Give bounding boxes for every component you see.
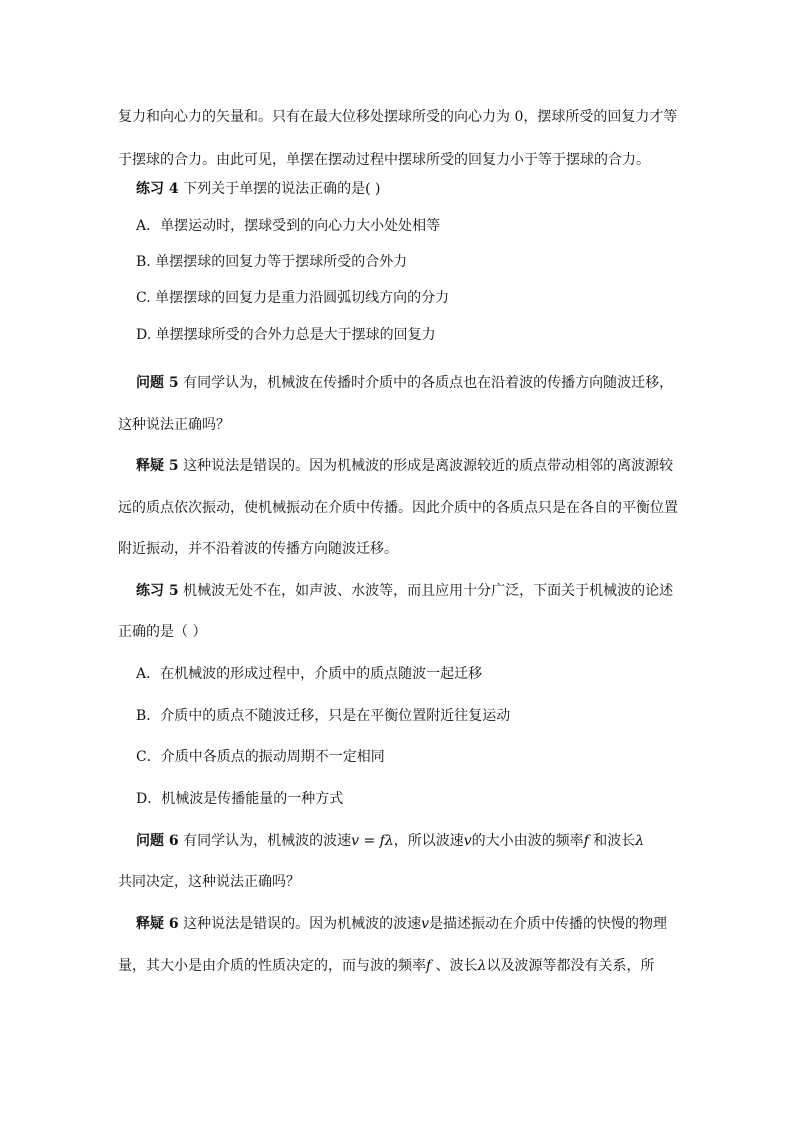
answer-text: 、波长 bbox=[431, 958, 478, 974]
paragraph-line: 复力和向心力的矢量和。只有在最大位移处摆球所受的向心力为 0，摆球所受的回复力才等 bbox=[118, 109, 678, 125]
math-symbol: f bbox=[426, 958, 432, 974]
exercise-4-option-c: C. 单摆摆球的回复力是重力沿圆弧切线方向的分力 bbox=[136, 290, 450, 306]
question-label: 问题 6 bbox=[136, 833, 179, 849]
answer-5 bbox=[136, 457, 673, 475]
question-label: 问题 5 bbox=[136, 375, 179, 391]
answer-6-cont bbox=[118, 957, 655, 975]
answer-text: 这种说法是错误的。因为机械波的形成是离波源较近的质点带动相邻的离波源较 bbox=[178, 458, 674, 474]
exercise-5-stem bbox=[136, 582, 673, 600]
exercise-4-option-a: A．单摆运动时，摆球受到的向心力大小处处相等 bbox=[136, 218, 441, 234]
answer-text: 以及波源等都没有关系，所 bbox=[486, 958, 655, 974]
question-5-cont: 这种说法正确吗？ bbox=[118, 417, 230, 433]
exercise-4-stem bbox=[136, 180, 380, 198]
math-symbol: λ bbox=[635, 833, 645, 849]
math-symbol: v bbox=[463, 833, 472, 849]
exercise-5-option-c: C．介质中各质点的振动周期不一定相同 bbox=[136, 749, 385, 765]
answer-5-cont: 附近振动，并不沿着波的传播方向随波迁移。 bbox=[118, 541, 398, 557]
question-text: 有同学认为，机械波在传播时介质中的各质点也在沿着波的传播方向随波迁移， bbox=[178, 375, 674, 391]
paragraph-line: 于摆球的合力。由此可见，单摆在摆动过程中摆球所受的回复力小于等于摆球的合力。 bbox=[118, 152, 650, 168]
answer-text: 这种说法是错误的。因为机械波的波速 bbox=[178, 916, 422, 932]
math-symbol: v bbox=[351, 833, 359, 849]
question-6-cont: 共同决定，这种说法正确吗？ bbox=[118, 874, 300, 890]
exercise-text: 下列关于单摆的说法正确的是( ) bbox=[178, 181, 381, 197]
answer-label: 释疑 5 bbox=[136, 458, 179, 474]
math-symbol: v bbox=[421, 916, 429, 932]
math-symbol: f bbox=[583, 833, 589, 849]
math-symbol: λ bbox=[384, 833, 394, 849]
exercise-label: 练习 5 bbox=[136, 583, 179, 599]
math-symbol: f bbox=[379, 833, 385, 849]
exercise-label: 练习 4 bbox=[136, 181, 179, 197]
question-text: 的大小由波的频率 bbox=[471, 833, 584, 849]
answer-label: 释疑 6 bbox=[136, 916, 179, 932]
exercise-5-cont: 正确的是（ ） bbox=[118, 624, 207, 640]
exercise-5-option-a: A．在机械波的形成过程中，介质中的质点随波一起迁移 bbox=[136, 666, 483, 682]
math-operator: = bbox=[359, 833, 380, 849]
exercise-5-option-b: B．介质中的质点不随波迁移，只是在平衡位置附近往复运动 bbox=[136, 708, 511, 724]
question-text: 有同学认为，机械波的波速 bbox=[178, 833, 352, 849]
answer-text: 是描述振动在介质中传播的快慢的物理 bbox=[429, 916, 667, 932]
question-text: ，所以波速 bbox=[393, 833, 464, 849]
exercise-4-option-d: D. 单摆摆球所受的合外力总是大于摆球的回复力 bbox=[136, 327, 436, 343]
question-5 bbox=[136, 374, 673, 392]
answer-5-cont: 远的质点依次振动，使机械振动在介质中传播。因此介质中的各质点只是在各自的平衡位置 bbox=[118, 500, 678, 516]
exercise-text: 机械波无处不在，如声波、水波等，而且应用十分广泛，下面关于机械波的论述 bbox=[178, 583, 674, 599]
exercise-4-option-b: B. 单摆摆球的回复力等于摆球所受的合外力 bbox=[136, 254, 408, 270]
math-symbol: λ bbox=[477, 958, 487, 974]
question-text: 和波长 bbox=[588, 833, 636, 849]
exercise-5-option-d: D．机械波是传播能量的一种方式 bbox=[136, 791, 344, 807]
answer-6 bbox=[136, 915, 667, 933]
question-6 bbox=[136, 832, 644, 850]
answer-text: 量，其大小是由介质的性质决定的，而与波的频率 bbox=[118, 958, 426, 974]
